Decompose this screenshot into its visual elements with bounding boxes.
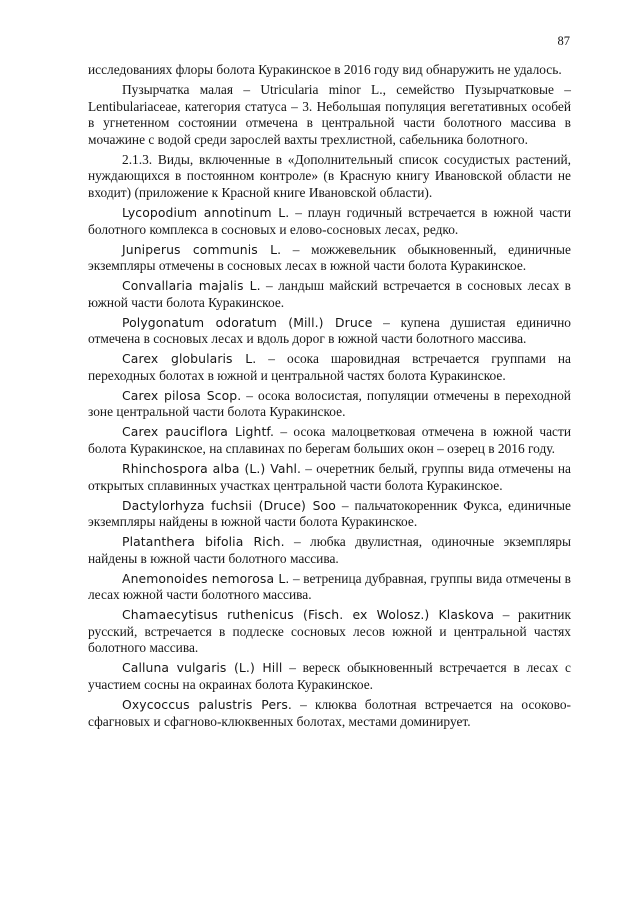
species-description: – можжевельник обыкновенный, единичные экземпляры отмечены в сосновых лесах в южной части болота Куракинское. bbox=[88, 241, 571, 274]
species-description: – любка двулистная, одиночные экземпляры найдены в южной части болотного массива. bbox=[88, 534, 571, 566]
species-entry bbox=[88, 461, 571, 494]
species-latin-name: Oxycoccus palustris Pers. bbox=[122, 697, 292, 713]
paragraph-text: Пузырчатка малая – Utricularia minor L., семейство Пузырчатковые – Lentibulariaceae, категория статуса – 3. Небольшая популяция вегетативных особей в угнетенном состоянии отмечена в центральной части болотного массива в мочажине с водой среди зарослей вахты трехлистной, сабельника болотного. bbox=[88, 81, 571, 147]
paragraph bbox=[88, 82, 571, 148]
species-latin-name: Anemonoides nemorosa L. bbox=[122, 570, 290, 586]
species-latin-name: Juniperus communis L. bbox=[122, 241, 282, 257]
species-entry bbox=[88, 697, 571, 730]
species-entry bbox=[88, 278, 571, 311]
species-description: – осока волосистая, популяции отмечены в переходной зоне центральной части болота Куракинское. bbox=[88, 387, 571, 420]
species-latin-name: Rhinchospora alba (L.) Vahl. bbox=[122, 460, 302, 476]
species-latin-name: Carex globularis L. bbox=[122, 351, 257, 367]
paragraph bbox=[88, 62, 571, 79]
species-description: – ракитник русский, встречается в подлеске сосновых лесов южной и центральной частях болотного массива. bbox=[88, 607, 571, 656]
species-description: – вереск обыкновенный встречается в лесах с участием сосны на окраинах болота Куракинское. bbox=[88, 660, 572, 693]
paragraph-text: 2.1.3. Виды, включенные в «Дополнительный список сосудистых растений, нуждающихся в постоянном контроле» (в Красную книгу Ивановской области не входит) (приложение к Красной книге Ивановской области). bbox=[88, 151, 571, 200]
document-body bbox=[88, 62, 571, 734]
page-number: 87 bbox=[557, 34, 570, 48]
species-entry bbox=[88, 388, 571, 421]
species-description: – ландыш майский встречается в сосновых лесах в южной части болота Куракинское. bbox=[88, 278, 571, 310]
species-description: – осока малоцветковая отмечена в южной части болота Куракинское, на сплавинах по берегам больших окон – озерец в 2016 году. bbox=[88, 424, 571, 456]
paragraph-text: исследованиях флоры болота Куракинское в 2016 году вид обнаружить не удалось. bbox=[88, 62, 562, 77]
species-description: – очеретник белый, группы вида отмечены на открытых сплавинных участках центральной части болота Куракинское. bbox=[88, 460, 571, 493]
species-entry bbox=[88, 571, 571, 604]
species-latin-name: Carex pauciflora Lightf. bbox=[122, 424, 275, 440]
species-entry bbox=[88, 351, 571, 384]
species-entry bbox=[88, 242, 571, 275]
species-description: – осока шаровидная встречается группами на переходных болотах в южной и центральной частях болота Куракинское. bbox=[88, 351, 572, 383]
species-latin-name: Platanthera bifolia Rich. bbox=[122, 534, 285, 550]
species-description: – клюква болотная встречается на осоково-сфагновых и сфагново-клюквенных болотах, местами доминирует. bbox=[88, 697, 571, 729]
species-latin-name: Carex pilosa Scop. bbox=[122, 387, 242, 403]
species-latin-name: Chamaecytisus ruthenicus (Fisch. ex Wolosz.) Klaskova bbox=[122, 607, 495, 623]
species-description: – ветреница дубравная, группы вида отмечены в лесах южной части болотного массива. bbox=[88, 570, 571, 603]
species-description: – плаун годичный встречается в южной части болотного комплекса в сосновых и елово-сосновых лесах, редко. bbox=[88, 204, 571, 237]
species-entry bbox=[88, 205, 571, 238]
section-heading-paragraph bbox=[88, 152, 571, 202]
species-entry bbox=[88, 424, 571, 457]
species-latin-name: Lycopodium annotinum L. bbox=[122, 204, 290, 220]
species-entry bbox=[88, 607, 571, 657]
species-description: – купена душистая единично отмечена в сосновых лесах и вдоль дорог в южной части болотного массива. bbox=[88, 314, 571, 347]
species-latin-name: Dactylorhyza fuchsii (Druce) Soo bbox=[122, 497, 336, 513]
species-entry bbox=[88, 534, 571, 567]
species-latin-name: Calluna vulgaris (L.) Hill bbox=[122, 660, 283, 676]
species-latin-name: Polygonatum odoratum (Mill.) Druce bbox=[122, 314, 373, 330]
species-latin-name: Convallaria majalis L. bbox=[122, 278, 261, 294]
species-entry bbox=[88, 660, 571, 693]
species-description: – пальчатокоренник Фукса, единичные экземпляры найдены в южной части болота Куракинское. bbox=[88, 497, 571, 530]
species-entry bbox=[88, 498, 571, 531]
species-entry bbox=[88, 315, 571, 348]
